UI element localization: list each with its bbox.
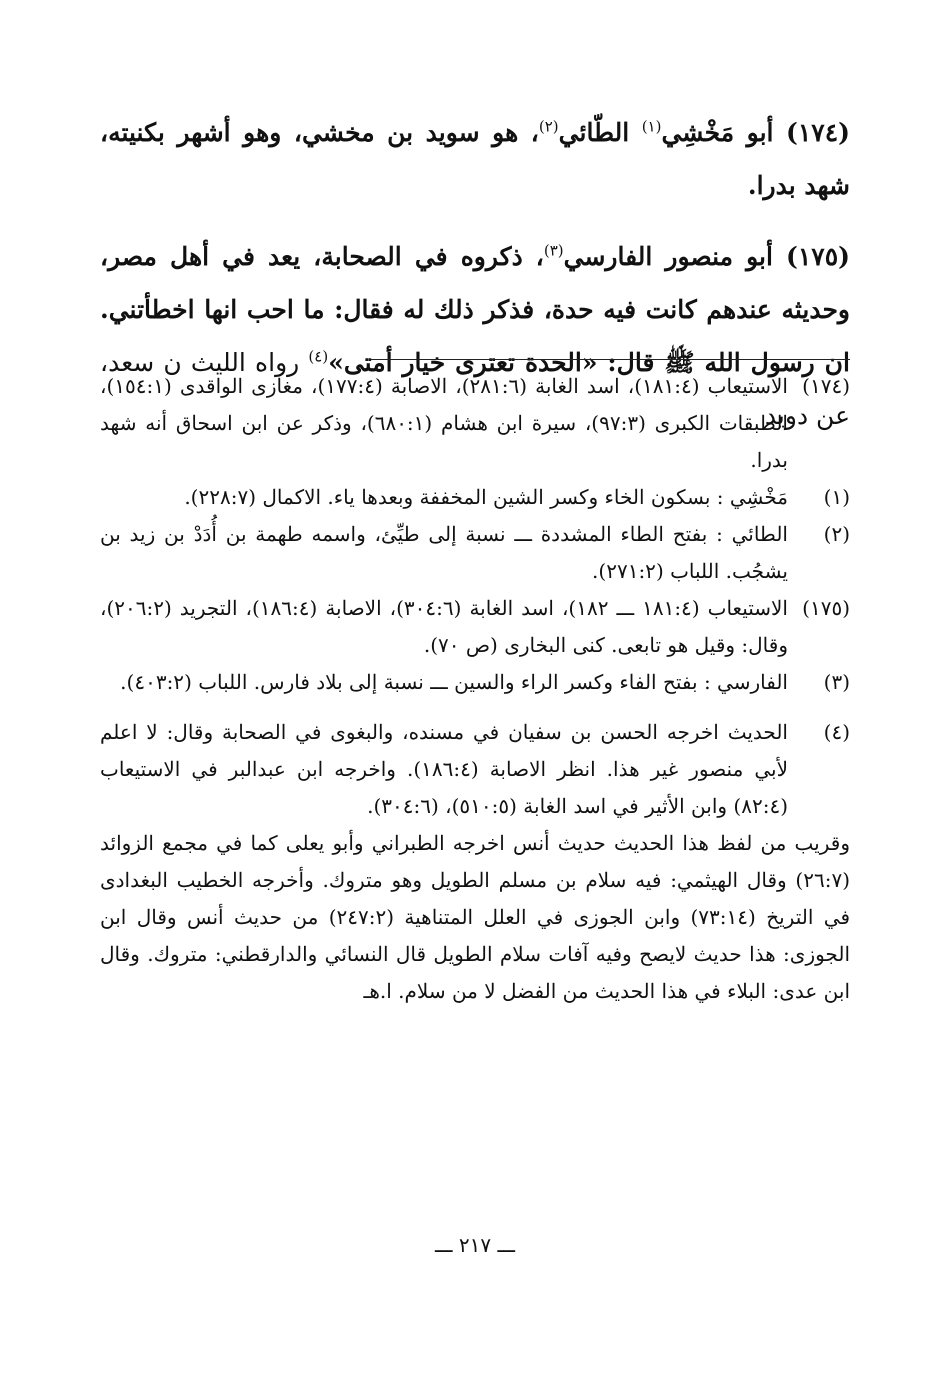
footnote-text: الاستيعاب (١٨١:٤ ـــ ١٨٢)، اسد الغابة (٣٠٤:٦)، الاصابة (١٨٦:٤)، التجريد (٢٠٦:٢)، وقال: وقيل هو تابعى. كنى البخارى (ص ٧٠). <box>100 596 788 657</box>
footnote-text: مَخْشِي : بسكون الخاء وكسر الشين المخففة وبعدها ياء. الاكمال (٢٢٨:٧). <box>184 485 788 509</box>
page-number: ـــ ٢١٧ ـــ <box>434 1233 516 1257</box>
entry-174-title: (١٧٤) أبو مَخْشِي <box>661 118 851 147</box>
footnote-separator <box>370 359 850 360</box>
footnote-175 <box>100 590 850 664</box>
footnote-ref-2: (٢) <box>538 117 559 136</box>
entry-175-text-b: رواه الليث ن سعد، عن دويد <box>100 348 850 430</box>
footnote-text: الطائي : بفتح الطاء المشددة ـــ نسبة إلى طيِّئ، واسمه طهمة بن أُدَدْ بن زيد بن يشجُب. اللباب (٢٧١:٢). <box>100 522 788 583</box>
footnote-text: الاستيعاب (١٨١:٤)، اسد الغابة (٢٨١:٦)، الاصابة (١٧٧:٤)، مغازى الواقدى (١٥٤:١)، الطبقات الكبرى (٩٧:٣)، سيرة ابن هشام (٦٨٠:١)، وذكر عن ابن اسحاق أنه شهد بدرا. <box>100 374 788 472</box>
footnotes <box>100 368 850 1010</box>
footnote-ref-1: (١) <box>641 117 662 136</box>
footnote-number: (١٧٤) <box>802 374 850 398</box>
footnote-1 <box>100 479 850 516</box>
footnote-number: (٢) <box>823 522 850 546</box>
entry-174 <box>100 106 850 212</box>
footnote-4 <box>100 714 850 825</box>
footnote-number: (٣) <box>823 670 850 694</box>
footnote-text: الحديث اخرجه الحسن بن سفيان في مسنده، والبغوى في الصحابة وقال: لا اعلم لأبي منصور غير هذا. انظر الاصابة (١٨٦:٤). واخرجه ابن عبدالبر في الاستيعاب (٨٢:٤) وابن الأثير في اسد الغابة (٥١٠:٥)، (٣٠٤:٦). <box>100 720 788 818</box>
footnote-2 <box>100 516 850 590</box>
entry-175-text-a: ، ذكروه في الصحابة، يعد في أهل مصر، وحديثه عندهم كانت فيه حدة، فذكر ذلك له فقال: ما احب انها اخطأتني. ان رسول الله ﷺ قال: <box>100 242 850 377</box>
hadith-quote: «الحدة تعترى خيار أمتى» <box>328 348 598 377</box>
footnote-number: (١٧٥) <box>802 596 850 620</box>
footnote-ref-4: (٤) <box>308 347 329 366</box>
footnote-3 <box>100 664 850 701</box>
entry-174-name-rest: الطّائي <box>558 118 642 147</box>
entry-175-title: (١٧٥) أبو منصور الفارسي <box>563 242 850 271</box>
footnote-ref-3: (٣) <box>543 241 564 260</box>
entry-174-text: ، هو سويد بن مخشي، وهو أشهر بكنيته، شهد بدرا. <box>100 118 850 200</box>
footnote-text: الفارسي : بفتح الفاء وكسر الراء والسين ـــ نسبة إلى بلاد فارس. اللباب (٤٠٣:٢). <box>120 670 788 694</box>
footnote-number: (٤) <box>823 720 850 744</box>
footnote-number: (١) <box>823 485 850 509</box>
footnote-4-continuation: وقريب من لفظ هذا الحديث حديث أنس اخرجه الطبراني وأبو يعلى كما في مجمع الزوائد (٢٦:٧) وقال الهيثمي: فيه سلام بن مسلم الطويل وهو متروك. وأخرجه الخطيب البغدادى في التريخ (٧٣:١٤) وابن الجوزى في العلل المتناهية (٢٤٧:٢) من حديث أنس وقال ابن الجوزى: هذا حديث لايصح وفيه آفات سلام الطويل قال النسائي والدارقطني: متروك. وقال ابن عدى: البلاء في هذا الحديث من الفضل لا من سلام. ا.هـ <box>100 831 850 1003</box>
footnote-174 <box>100 368 850 479</box>
